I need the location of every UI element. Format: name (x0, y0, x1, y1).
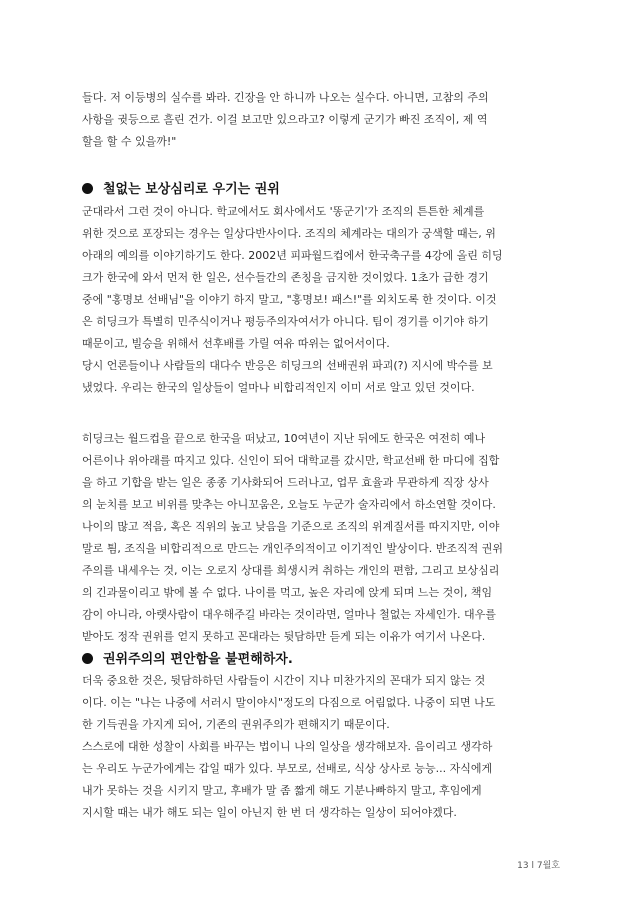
text-line: 한 기득권을 가지게 되어, 기존의 권위주의가 편해지기 때문이다. (82, 718, 390, 731)
section-heading-text: 권위주의의 편안함을 불편해하자. (103, 652, 293, 667)
text-line: 이다. 이는 "나는 나중에 서러시 말이야시"정도의 다짐으로 어림없다. 나중이 되면 나도 (82, 696, 496, 709)
text-line: 말로 틤, 조직을 비합리적으로 만드는 개인주의적이고 이기적인 발상이다. 반조직적 권위 (82, 542, 503, 555)
text-line: 의 긴과물이리고 밖에 볼 수 없다. 나이를 먹고, 높은 자리에 앉게 되며 느는 것이, 책임 (82, 586, 493, 599)
text-line: 감이 아니라, 아랫사람이 대우해주길 바라는 것이라면, 얼마나 철없는 자세인가. 대우를 (82, 608, 496, 621)
text-line: 은 히딩크가 특별히 민주식이거나 평등주의자여서가 아니다. 팀이 경기를 이기야 하기 (82, 315, 489, 328)
text-line: 받아도 정작 권위를 얻지 못하고 꼰대라는 뒷담하만 듣게 되는 이유가 여기서 나온다. (82, 630, 486, 643)
text-line: 을 하고 기합을 받는 일은 종종 기사화되어 드러나고, 업무 효율과 무관하게 직장 상사 (82, 476, 489, 489)
page-footer (517, 858, 560, 871)
text-line: 나이의 많고 적음, 혹은 직위의 높고 낮음을 기준으로 조직의 위계질서를 따지지만, 이야 (82, 520, 500, 533)
text-line: 크가 한국에 와서 먼저 한 일은, 선수들간의 존칭을 금지한 것이었다. 1초가 급한 경기 (82, 271, 489, 284)
footer-separator: l (531, 861, 534, 871)
text-line: 들다. 저 이등병의 실수를 봐라. 긴장을 안 하니까 나오는 실수다. 아니면, 고참의 주의 (82, 91, 489, 104)
section2-paragraph-1 (82, 670, 562, 736)
text-line: 때문이고, 빌승을 위해서 선후배를 가릴 여유 따위는 없어서이다. (82, 337, 390, 350)
issue-label: 7월호 (536, 861, 560, 871)
text-line: 는 우리도 누군가에게는 갑일 때가 있다. 부모로, 선배로, 식상 상사로 능능... 자식에게 (82, 762, 493, 775)
intro-paragraph (82, 87, 562, 153)
text-line: 더욱 중요한 것은, 뒷담하하던 사람들이 시간이 지나 미찬가지의 꼰대가 되지 않는 것 (82, 674, 486, 687)
section2-paragraph-2 (82, 736, 562, 824)
text-line: 군대라서 그런 것이 아니다. 학교에서도 회사에서도 '똥군기'가 조직의 튼튼한 체계를 (82, 205, 485, 218)
text-line: 의 눈치를 보고 비위를 맞추는 아니꼬움은, 오늘도 누군가 술자리에서 하소연할 것이다. (82, 498, 496, 511)
section-heading-text: 철없는 보상심리로 우기는 권위 (103, 182, 280, 197)
text-line: 냈었다. 우리는 한국의 일상들이 얼마나 비합리적인지 이미 서로 알고 있던 것이다. (82, 381, 475, 394)
text-line: 지시할 때는 내가 해도 되는 일이 아닌지 한 번 더 생각하는 일상이 되어야겠다. (82, 806, 457, 819)
text-line: 내가 못하는 것을 시키지 말고, 후배가 말 좀 짧게 해도 기분나빠하지 말고, 후임에게 (82, 784, 482, 797)
text-line: 중에 "홍명보 선배님"을 이야기 하지 말고, "홍명보! 패스!"를 외치도록 한 것이다. 이것 (82, 293, 497, 306)
text-line: 당시 언론들이나 사람들의 대다수 반응은 히딩크의 선배권위 파괴(?) 지시에 박수를 보 (82, 359, 493, 372)
text-line: 어른이나 위아래를 따지고 있다. 신인이 되어 대학교를 갔시만, 학교선배 한 마디에 집합 (82, 454, 500, 467)
text-line: 위한 것으로 포장되는 경우는 일상다반사이다. 조직의 체계라는 대의가 궁색할 때는, 위 (82, 227, 496, 240)
section-heading-1 (82, 178, 280, 197)
text-line: 할을 할 수 있을까!" (82, 135, 177, 148)
text-line: 사항을 귓등으로 흘린 건가. 이걸 보고만 있으라고? 이렇게 군기가 빠진 조직이, 제 역 (82, 113, 488, 126)
text-line: 아래의 예의를 이야기하기도 한다. 2002년 피파월드컵에서 한국축구를 4강에 올린 히딩 (82, 249, 503, 262)
bullet-icon (82, 653, 93, 664)
section1-paragraph-1 (82, 201, 562, 355)
text-line: 주의를 내세우는 것, 이는 오로지 상대를 희생시켜 취하는 개인의 편함, 그리고 보상심리 (82, 564, 500, 577)
text-line: 스스로에 대한 성찰이 사회를 바꾸는 법이니 나의 일상을 생각해보자. 음이리고 생각하 (82, 740, 493, 753)
bullet-icon (82, 183, 93, 194)
section1-paragraph-3 (82, 428, 562, 648)
section1-paragraph-2 (82, 355, 562, 399)
section-heading-2 (82, 648, 293, 667)
page-number: 13 (517, 861, 529, 871)
text-line: 히딩크는 월드컵을 끝으로 한국을 떠났고, 10여년이 지난 뒤에도 한국은 여전히 예나 (82, 432, 486, 445)
